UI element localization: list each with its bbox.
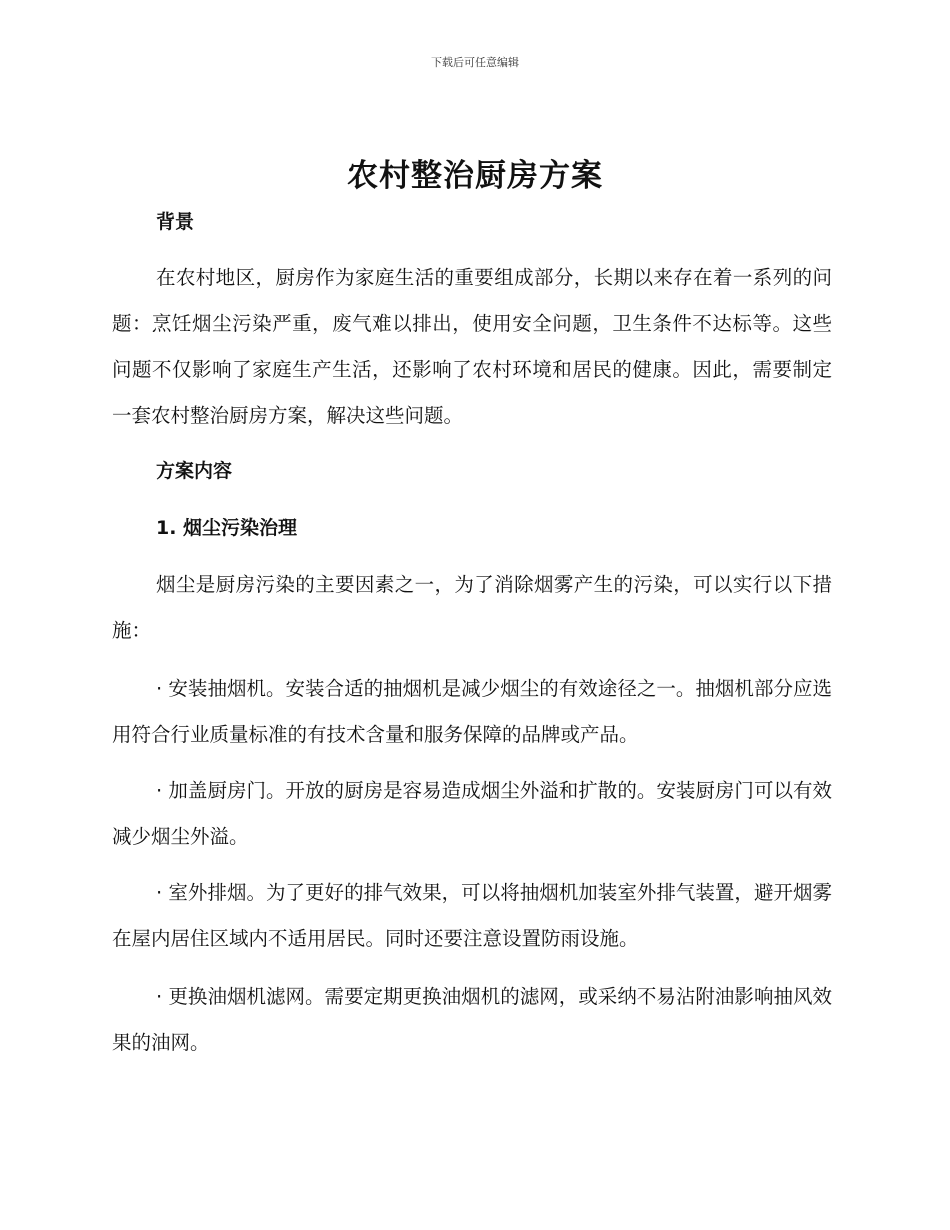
header-note: 下载后可任意编辑 (431, 56, 519, 69)
sub1-intro-paragraph: 烟尘是厨房污染的主要因素之一，为了消除烟雾产生的污染，可以实行以下措施： (112, 573, 832, 642)
sub1-heading: 1. 烟尘污染治理 (156, 517, 298, 539)
bullet-item-filter-replacement: · 更换油烟机滤网。需要定期更换油烟机的滤网，或采纳不易沾附油影响抽风效果的油网。 (112, 985, 832, 1054)
bullet-item-outdoor-exhaust: · 室外排烟。为了更好的排气效果，可以将抽烟机加装室外排气装置，避开烟雾在屋内居住区域内不适用居民。同时还要注意设置防雨设施。 (112, 881, 832, 950)
bullet-item-range-hood: · 安装抽烟机。安装合适的抽烟机是减少烟尘的有效途径之一。抽烟机部分应选用符合行业质量标准的有技术含量和服务保障的品牌或产品。 (112, 677, 832, 746)
document-title: 农村整治厨房方案 (347, 158, 603, 194)
background-paragraph: 在农村地区，厨房作为家庭生活的重要组成部分，长期以来存在着一系列的问题：烹饪烟尘污染严重，废气难以排出，使用安全问题，卫生条件不达标等。这些问题不仅影响了家庭生产生活，还影响了农村环境和居民的健康。因此，需要制定一套农村整治厨房方案，解决这些问题。 (112, 266, 832, 427)
bullet-item-kitchen-door: · 加盖厨房门。开放的厨房是容易造成烟尘外溢和扩散的。安装厨房门可以有效减少烟尘外溢。 (112, 779, 832, 848)
background-heading: 背景 (156, 211, 195, 233)
plan-heading: 方案内容 (156, 460, 233, 482)
